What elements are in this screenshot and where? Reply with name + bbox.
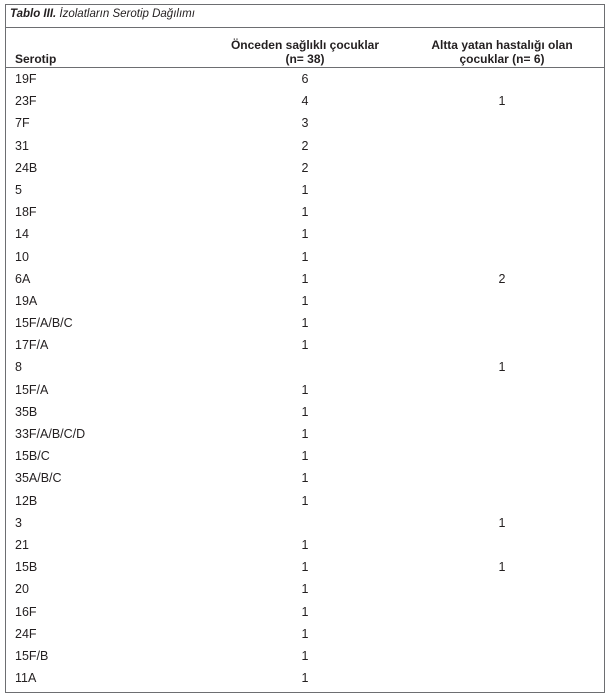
previously-healthy-cell: 1 (301, 249, 309, 264)
previously-healthy-cell: 3 (301, 116, 309, 131)
serotip-cell: 6A (15, 271, 31, 286)
previously-healthy-cell: 2 (301, 160, 309, 175)
underlying-disease-cell: 1 (498, 94, 506, 109)
previously-healthy-cell: 1 (301, 560, 309, 575)
serotip-cell: 12B (15, 493, 38, 508)
serotip-cell: 35A/B/C (15, 471, 62, 486)
previously-healthy-cell: 6 (301, 72, 309, 86)
underlying-disease-cell: 2 (498, 271, 506, 286)
table-row (0, 466, 612, 488)
previously-healthy-cell: 1 (301, 427, 309, 441)
serotip-cell: 18F (15, 205, 37, 220)
table-row (0, 245, 612, 267)
table-body (0, 67, 612, 688)
previously-healthy-cell: 1 (301, 582, 309, 597)
serotip-cell: 8 (15, 360, 22, 375)
serotip-cell: 19F (15, 72, 37, 86)
previously-healthy-cell: 1 (301, 604, 309, 619)
serotip-cell: 14 (15, 227, 29, 242)
serotip-cell: 17F/A (15, 338, 49, 353)
table-row (0, 67, 612, 89)
previously-healthy-cell: 1 (301, 648, 309, 663)
serotip-cell: 10 (15, 249, 29, 264)
table-row (0, 644, 612, 666)
table-row (0, 422, 612, 444)
serotip-cell: 24F (15, 626, 37, 641)
column-header-previously-healthy (220, 38, 390, 66)
serotip-cell: 15F/B (15, 648, 49, 663)
column-header-underlying-disease-line1: Altta yatan hastalığı olan (431, 38, 573, 52)
serotip-cell: 15B (15, 560, 38, 575)
previously-healthy-cell: 1 (301, 449, 309, 464)
table-row (0, 444, 612, 466)
caption-divider (5, 27, 605, 28)
table-row (0, 200, 612, 222)
column-header-serotip: Serotip (15, 52, 57, 66)
table-row (0, 222, 612, 244)
previously-healthy-cell: 1 (301, 671, 309, 686)
table-row (0, 333, 612, 355)
serotip-cell: 20 (15, 582, 29, 597)
previously-healthy-cell: 1 (301, 182, 309, 197)
table-row (0, 311, 612, 333)
underlying-disease-cell: 1 (498, 360, 506, 375)
column-header-underlying-disease (410, 38, 594, 66)
underlying-disease-cell: 1 (498, 515, 506, 530)
serotip-cell: 24B (15, 160, 38, 175)
table-caption-text: İzolatların Serotip Dağılımı (56, 8, 195, 20)
table-row (0, 267, 612, 289)
previously-healthy-cell: 1 (301, 471, 309, 486)
table-row (0, 555, 612, 577)
serotip-cell: 15F/A/B/C (15, 316, 73, 331)
underlying-disease-cell: 1 (498, 560, 506, 575)
table-row (0, 533, 612, 555)
table-row (0, 89, 612, 111)
column-header-previously-healthy-line2: (n= 38) (285, 52, 325, 66)
table-caption-lead: Tablo III. (10, 8, 57, 20)
previously-healthy-cell: 1 (301, 338, 309, 353)
table-row (0, 600, 612, 622)
serotip-cell: 5 (15, 182, 22, 197)
previously-healthy-cell: 2 (301, 138, 309, 153)
table-row (0, 577, 612, 599)
table-row (0, 400, 612, 422)
serotip-cell: 33F/A/B/C/D (15, 427, 86, 441)
serotip-cell: 7F (15, 116, 30, 131)
table-row (0, 378, 612, 400)
previously-healthy-cell: 1 (301, 493, 309, 508)
table-row (0, 289, 612, 311)
serotip-cell: 11A (15, 671, 37, 686)
previously-healthy-cell: 1 (301, 382, 309, 397)
table-caption (10, 8, 195, 20)
previously-healthy-cell: 1 (301, 271, 309, 286)
table-row (0, 355, 612, 377)
serotip-cell: 19A (15, 293, 38, 308)
serotip-cell: 16F (15, 604, 37, 619)
table-row (0, 666, 612, 688)
serotip-cell: 15B/C (15, 449, 50, 464)
column-header-previously-healthy-line1: Önceden sağlıklı çocuklar (230, 38, 380, 52)
table-row (0, 111, 612, 133)
table-row (0, 178, 612, 200)
serotip-cell: 15F/A (15, 382, 49, 397)
column-header-underlying-disease-line2: çocuklar (n= 6) (459, 52, 545, 66)
serotip-cell: 31 (15, 138, 29, 153)
serotip-cell: 23F (15, 94, 37, 109)
table-row (0, 156, 612, 178)
table-row (0, 134, 612, 156)
previously-healthy-cell: 1 (301, 404, 309, 419)
serotip-cell: 35B (15, 404, 38, 419)
table-row (0, 489, 612, 511)
previously-healthy-cell: 1 (301, 205, 309, 220)
previously-healthy-cell: 1 (301, 626, 309, 641)
table-row (0, 622, 612, 644)
previously-healthy-cell: 1 (301, 537, 309, 552)
table-row (0, 511, 612, 533)
previously-healthy-cell: 1 (301, 293, 309, 308)
serotip-cell: 21 (15, 537, 29, 552)
previously-healthy-cell: 1 (301, 227, 309, 242)
previously-healthy-cell: 1 (301, 316, 309, 331)
serotip-cell: 3 (15, 515, 22, 530)
previously-healthy-cell: 4 (301, 94, 309, 109)
